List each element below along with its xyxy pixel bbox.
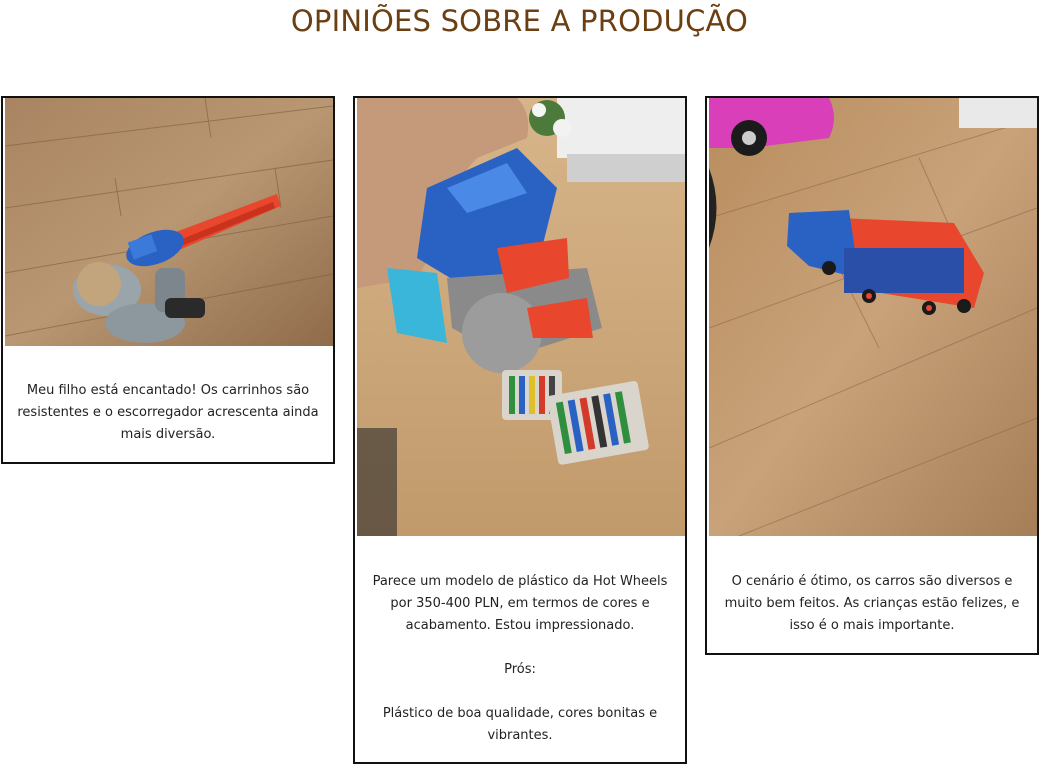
review-paragraph: Plástico de boa qualidade, cores bonitas e vibrantes.: [382, 706, 658, 743]
review-paragraph: Parece um modelo de plástico da Hot Wheels por 350-400 PLN, em termos de cores e acabamento. Estou impressionado.: [372, 574, 668, 633]
review-card: [705, 96, 1039, 655]
page-title: OPINIÕES SOBRE A PRODUÇÃO: [290, 4, 749, 38]
review-paragraph: O cenário é ótimo, os carros são diversos e muito bem feitos. As crianças estão felizes, e isso é o mais importante.: [724, 574, 1020, 633]
review-text: [17, 380, 319, 446]
review-photo[interactable]: [709, 98, 1037, 536]
review-photo[interactable]: [5, 98, 333, 346]
review-paragraph: Meu filho está encantado! Os carrinhos são resistentes e o escorregador acrescenta ainda mais diversão.: [17, 383, 319, 442]
review-text: [721, 571, 1023, 637]
review-text: [369, 571, 671, 747]
review-paragraph: Prós:: [504, 662, 536, 677]
review-card: [1, 96, 335, 464]
review-card: [353, 96, 687, 764]
review-photo[interactable]: [357, 98, 685, 536]
